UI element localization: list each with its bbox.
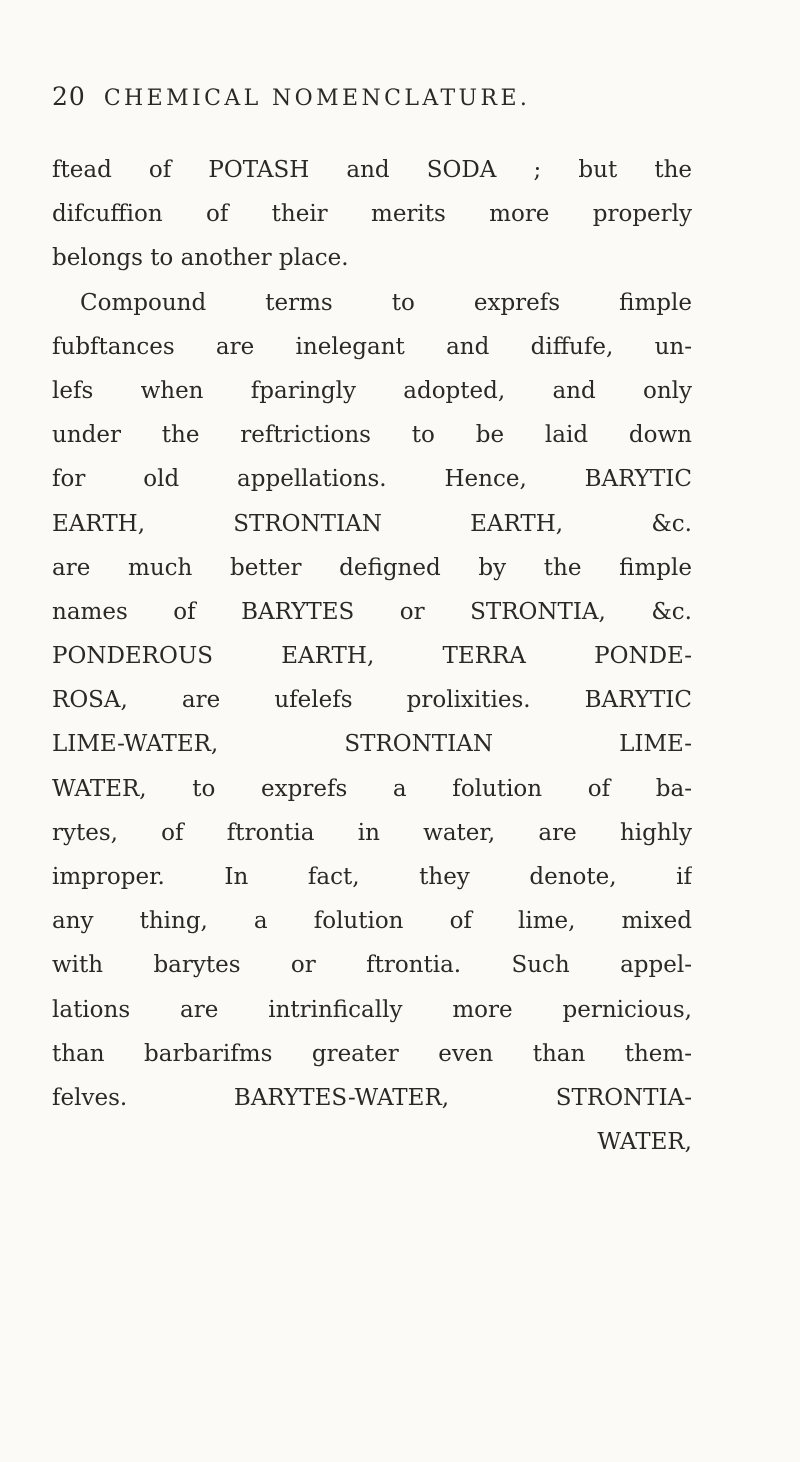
- text-line: under the reftrictions to be laid down: [52, 422, 692, 449]
- text-line: with barytes or ftrontia. Such appel-: [52, 952, 692, 979]
- text-line: belongs to another place.: [52, 245, 349, 272]
- text-line: EARTH, STRONTIAN EARTH, &c.: [52, 510, 692, 537]
- text-line: difcuffion of their merits more properly: [52, 201, 692, 228]
- text-line: rytes, of ftrontia in water, are highly: [52, 819, 692, 846]
- page-number: 20: [52, 82, 86, 111]
- text-line: Compound terms to exprefs fimple: [80, 289, 692, 316]
- text-line: for old appellations. Hence, BARYTIC: [52, 466, 692, 493]
- text-line: WATER,: [597, 1129, 692, 1156]
- text-line: felves. BARYTES-WATER, STRONTIA-: [52, 1084, 692, 1111]
- text-line: are much better defigned by the fimple: [52, 554, 692, 581]
- text-line: lefs when fparingly adopted, and only: [52, 377, 692, 404]
- running-head: CHEMICAL NOMENCLATURE.: [103, 86, 531, 111]
- text-line: ftead of POTASH and SODA ; but the: [52, 157, 692, 183]
- text-line: WATER, to exprefs a folution of ba-: [52, 775, 692, 802]
- text-line: names of BARYTES or STRONTIA, &c.: [52, 598, 692, 625]
- text-line: fubftances are inelegant and diffufe, un-: [52, 333, 692, 360]
- body-text: [52, 148, 692, 1164]
- page-header: [52, 82, 692, 118]
- text-line: improper. In fact, they denote, if: [52, 864, 692, 890]
- text-line: LIME-WATER, STRONTIAN LIME-: [52, 731, 692, 758]
- text-line: than barbarifms greater even than them-: [52, 1040, 692, 1067]
- text-line: any thing, a folution of lime, mixed: [52, 908, 692, 935]
- text-line: PONDEROUS EARTH, TERRA PONDE-: [52, 643, 692, 670]
- text-line: lations are intrinfically more pernicious,: [52, 996, 692, 1023]
- text-line: ROSA, are ufelefs prolixities. BARYTIC: [52, 687, 692, 714]
